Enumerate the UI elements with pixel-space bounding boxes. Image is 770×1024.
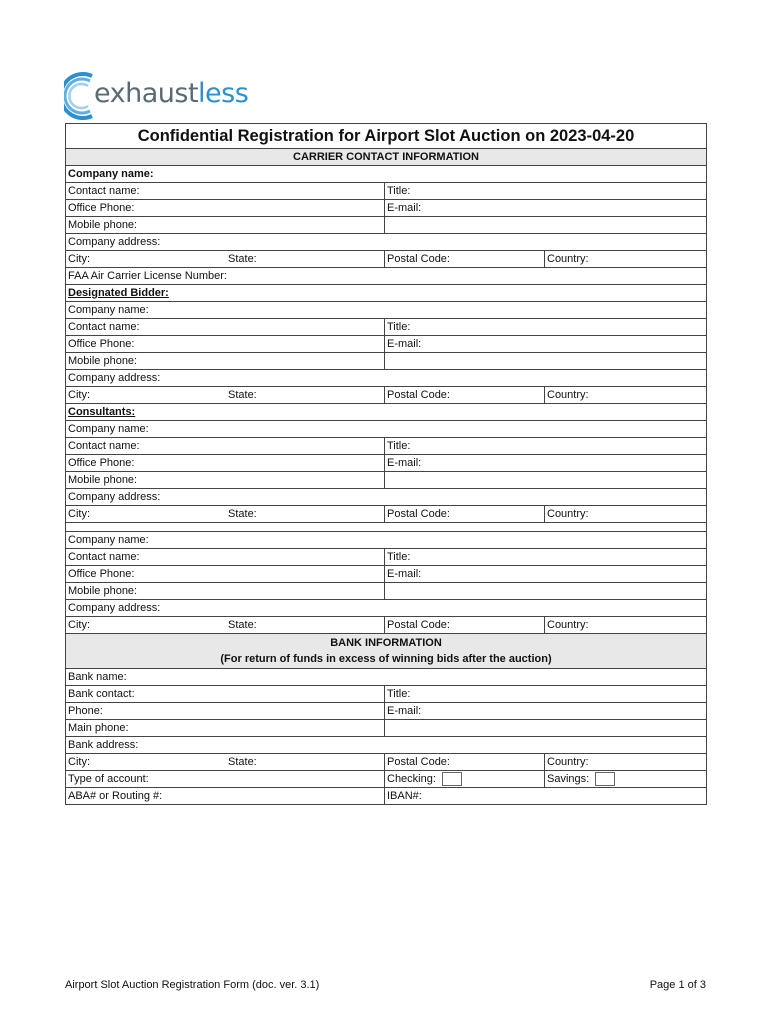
company-name-field[interactable]: Company name: xyxy=(68,423,149,435)
empty-cell[interactable] xyxy=(384,353,706,369)
state-field[interactable]: State: xyxy=(228,756,257,768)
spacer-row xyxy=(66,523,706,532)
country-field[interactable]: Country: xyxy=(544,754,706,770)
country-field[interactable]: Country: xyxy=(544,506,706,522)
title-field[interactable]: Title: xyxy=(384,183,706,199)
state-field[interactable]: State: xyxy=(228,389,257,401)
title-field[interactable]: Title: xyxy=(384,549,706,565)
form-row xyxy=(66,720,706,737)
postal-code-field[interactable]: Postal Code: xyxy=(384,754,544,770)
form-title: Confidential Registration for Airport Slot Auction on 2023-04-20 xyxy=(66,124,706,149)
designated-bidder-heading: Designated Bidder: xyxy=(68,287,169,299)
aba-routing-field[interactable]: ABA# or Routing #: xyxy=(68,790,163,802)
company-address-field[interactable]: Company address: xyxy=(68,602,161,614)
form-row xyxy=(66,166,706,183)
email-field[interactable]: E-mail: xyxy=(384,200,706,216)
form-row xyxy=(66,404,706,421)
city-field[interactable]: City: xyxy=(68,756,90,768)
mobile-phone-field[interactable]: Mobile phone: xyxy=(68,585,138,597)
bank-contact-field[interactable]: Bank contact: xyxy=(68,688,135,700)
logo-wordmark xyxy=(94,78,248,109)
company-name-field[interactable]: Company name: xyxy=(68,168,154,180)
email-field[interactable]: E-mail: xyxy=(384,455,706,471)
form-row xyxy=(66,472,706,489)
faa-license-field[interactable]: FAA Air Carrier License Number: xyxy=(68,270,227,282)
form-row xyxy=(66,421,706,438)
postal-code-field[interactable]: Postal Code: xyxy=(384,251,544,267)
form-row xyxy=(66,370,706,387)
checking-label: Checking: xyxy=(387,773,436,785)
company-address-field[interactable]: Company address: xyxy=(68,236,161,248)
office-phone-field[interactable]: Office Phone: xyxy=(68,338,135,350)
email-field[interactable]: E-mail: xyxy=(384,566,706,582)
savings-label: Savings: xyxy=(547,773,590,785)
contact-name-field[interactable]: Contact name: xyxy=(68,440,140,452)
contact-name-field[interactable]: Contact name: xyxy=(68,551,140,563)
bank-address-field[interactable]: Bank address: xyxy=(68,739,139,751)
title-field[interactable]: Title: xyxy=(384,438,706,454)
checking-checkbox[interactable] xyxy=(442,772,462,786)
mobile-phone-field[interactable]: Mobile phone: xyxy=(68,355,138,367)
form-row xyxy=(66,302,706,319)
bank-header-subtitle: (For return of funds in excess of winning bids after the auction) xyxy=(220,653,552,665)
consultants-heading: Consultants: xyxy=(68,406,136,418)
form-row xyxy=(66,617,706,634)
logo-text-part1: exhaust xyxy=(94,78,199,109)
form-row xyxy=(66,455,706,472)
mobile-phone-field[interactable]: Mobile phone: xyxy=(68,474,138,486)
country-field[interactable]: Country: xyxy=(544,251,706,267)
footer-doc-name: Airport Slot Auction Registration Form (doc. ver. 3.1) xyxy=(65,979,320,991)
office-phone-field[interactable]: Office Phone: xyxy=(68,568,135,580)
contact-name-field[interactable]: Contact name: xyxy=(68,321,140,333)
savings-option xyxy=(544,771,706,787)
form-row xyxy=(66,669,706,686)
form-row xyxy=(66,353,706,370)
office-phone-field[interactable]: Office Phone: xyxy=(68,457,135,469)
account-type-label: Type of account: xyxy=(68,773,149,785)
postal-code-field[interactable]: Postal Code: xyxy=(384,506,544,522)
iban-field[interactable]: IBAN#: xyxy=(384,788,706,804)
form-row xyxy=(66,319,706,336)
savings-checkbox[interactable] xyxy=(595,772,615,786)
form-row xyxy=(66,532,706,549)
form-row xyxy=(66,506,706,523)
form-row xyxy=(66,549,706,566)
postal-code-field[interactable]: Postal Code: xyxy=(384,387,544,403)
title-field[interactable]: Title: xyxy=(384,686,706,702)
state-field[interactable]: State: xyxy=(228,508,257,520)
main-phone-field[interactable]: Main phone: xyxy=(68,722,129,734)
form-row xyxy=(66,703,706,720)
form-row xyxy=(66,387,706,404)
empty-cell[interactable] xyxy=(384,472,706,488)
state-field[interactable]: State: xyxy=(228,619,257,631)
mobile-phone-field[interactable]: Mobile phone: xyxy=(68,219,138,231)
company-address-field[interactable]: Company address: xyxy=(68,491,161,503)
form-row xyxy=(66,771,706,788)
bank-section-header xyxy=(66,634,706,669)
form-row xyxy=(66,686,706,703)
city-field[interactable]: City: xyxy=(68,619,90,631)
form-row xyxy=(66,489,706,506)
form-row xyxy=(66,600,706,617)
postal-code-field[interactable]: Postal Code: xyxy=(384,617,544,633)
email-field[interactable]: E-mail: xyxy=(384,703,706,719)
office-phone-field[interactable]: Office Phone: xyxy=(68,202,135,214)
form-row xyxy=(66,737,706,754)
form-row xyxy=(66,583,706,600)
footer-page-number: Page 1 of 3 xyxy=(649,979,706,991)
company-name-field[interactable]: Company name: xyxy=(68,304,149,316)
logo-text-part2: less xyxy=(198,78,249,109)
form-row xyxy=(66,438,706,455)
form-row xyxy=(66,754,706,771)
form-row xyxy=(66,268,706,285)
city-field[interactable]: City: xyxy=(68,389,90,401)
empty-cell[interactable] xyxy=(384,583,706,599)
phone-field[interactable]: Phone: xyxy=(68,705,103,717)
empty-cell[interactable] xyxy=(384,217,706,233)
bank-name-field[interactable]: Bank name: xyxy=(68,671,127,683)
email-field[interactable]: E-mail: xyxy=(384,336,706,352)
registration-form xyxy=(65,123,707,805)
title-field[interactable]: Title: xyxy=(384,319,706,335)
contact-name-field[interactable]: Contact name: xyxy=(68,185,140,197)
country-field[interactable]: Country: xyxy=(544,387,706,403)
state-field[interactable]: State: xyxy=(228,253,257,265)
empty-cell[interactable] xyxy=(384,720,706,736)
form-row xyxy=(66,234,706,251)
form-row xyxy=(66,200,706,217)
empty-cell xyxy=(66,523,706,531)
form-row xyxy=(66,336,706,353)
carrier-section-header: CARRIER CONTACT INFORMATION xyxy=(66,149,706,166)
company-name-field[interactable]: Company name: xyxy=(68,534,149,546)
form-row xyxy=(66,566,706,583)
form-row xyxy=(66,217,706,234)
form-row xyxy=(66,285,706,302)
city-field[interactable]: City: xyxy=(68,253,90,265)
form-row xyxy=(66,183,706,200)
form-row xyxy=(66,788,706,804)
city-field[interactable]: City: xyxy=(68,508,90,520)
form-row xyxy=(66,251,706,268)
checking-option xyxy=(384,771,544,787)
company-address-field[interactable]: Company address: xyxy=(68,372,161,384)
country-field[interactable]: Country: xyxy=(544,617,706,633)
bank-header-title: BANK INFORMATION xyxy=(330,637,442,649)
